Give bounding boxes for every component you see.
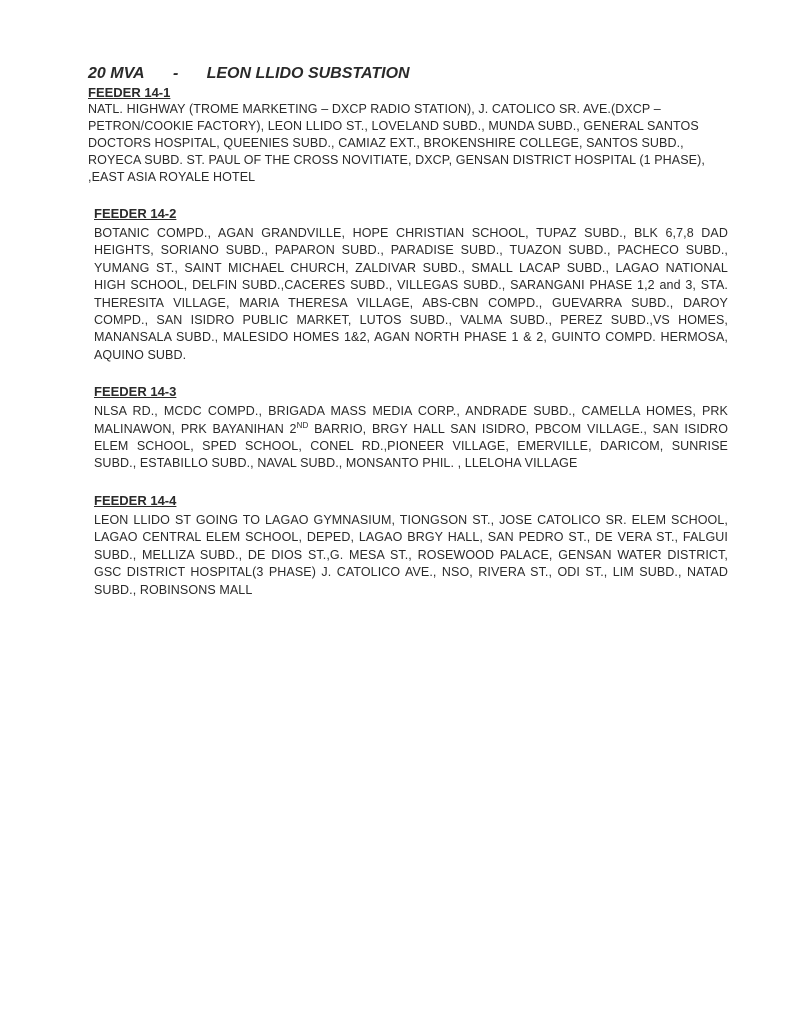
feeder-coverage-text-part-1: NLSA RD., MCDC COMPD., BRIGADA MASS MEDIA CORP., ANDRADE SUBD., CAMELLA HOMES, PRK MALINAWON, PRK BAYANIHAN 2 — [94, 404, 728, 436]
ordinal-superscript: ND — [296, 420, 309, 430]
feeder-coverage-text: NATL. HIGHWAY (TROME MARKETING – DXCP RADIO STATION), J. CATOLICO SR. AVE.(DXCP – PETRON/COOKIE FACTORY), LEON LLIDO ST., LOVELAND SUBD., MUNDA SUBD., GENERAL SANTOS DOCTORS HOSPITAL, QUEENIES SUBD., CAMIAZ EXT., BROKENSHIRE COLLEGE, SANTOS SUBD., ROYECA SUBD. ST. PAUL OF THE CROSS NOVITIATE, DXCP, GENSAN DISTRICT HOSPITAL (1 PHASE), ,EAST ASIA ROYALE HOTEL — [88, 102, 705, 184]
document-title — [88, 64, 728, 84]
document-page — [88, 64, 728, 599]
feeder-section-14-1 — [88, 84, 728, 186]
feeder-heading: FEEDER 14-1 — [88, 85, 171, 100]
feeder-heading: FEEDER 14-3 — [94, 384, 177, 400]
feeder-heading: FEEDER 14-2 — [94, 206, 177, 221]
feeder-heading: FEEDER 14-4 — [94, 492, 177, 508]
title-separator: - — [172, 65, 179, 82]
title-capacity: 20 MVA — [88, 65, 145, 82]
feeder-coverage-text-part-2: BARRIO, BRGY HALL SAN ISIDRO, PBCOM VILLAGE., SAN ISIDRO ELEM SCHOOL, SPED SCHOOL, CONEL RD.,PIONEER VILLAGE, EMERVILLE, DARICOM, SUNRISE SUBD., ESTABILLO SUBD., NAVAL SUBD., MONSANTO PHIL. , LLELOHA VILLAGE — [94, 421, 729, 471]
feeder-section-14-2 — [94, 205, 728, 364]
feeder-coverage-text: LEON LLIDO ST GOING TO LAGAO GYMNASIUM, TIONGSON ST., JOSE CATOLICO SR. ELEM SCHOOL, LAGAO CENTRAL ELEM SCHOOL, DEPED, LAGAO BRGY HALL, SAN PEDRO ST., DE VERA ST., FALGUI SUBD., MELLIZA SUBD., DE DIOS ST.,G. MESA ST., ROSEWOOD PALACE, GENSAN WATER DISTRICT, GSC DISTRICT HOSPITAL(3 PHASE) J. CATOLICO AVE., NSO, RIVERA ST., ODI ST., LIM SUBD., NATAD SUBD., ROBINSONS MALL — [94, 512, 728, 597]
feeder-coverage-text — [94, 403, 728, 473]
title-substation-name: LEON LLIDO SUBSTATION — [206, 65, 410, 82]
feeder-section-14-3 — [94, 383, 728, 473]
feeder-coverage-text: BOTANIC COMPD., AGAN GRANDVILLE, HOPE CHRISTIAN SCHOOL, TUPAZ SUBD., BLK 6,7,8 DAD HEIGHTS, SORIANO SUBD., PAPARON SUBD., PARADISE SUBD., TUAZON SUBD., PACHECO SUBD., YUMANG ST., SAINT MICHAEL CHURCH, ZALDIVAR SUBD., SMALL LACAP SUBD., LAGAO NATIONAL HIGH SCHOOL, DELFIN SUBD.,CACERES SUBD., VILLEGAS SUBD., SARANGANI PHASE 1,2 and 3, STA. THERESITA VILLAGE, MARIA THERESA VILLAGE, ABS-CBN COMPD., GUEVARRA SUBD., DAROY COMPD., SAN ISIDRO PUBLIC MARKET, LUTOS SUBD., VALMA SUBD., PEREZ SUBD.,VS HOMES, MANANSALA SUBD., MALESIDO HOMES 1&2, AGAN NORTH PHASE 1 & 2, GUINTO COMPD. HERMOSA, AQUINO SUBD. — [94, 226, 728, 362]
feeder-section-14-4 — [94, 492, 728, 599]
